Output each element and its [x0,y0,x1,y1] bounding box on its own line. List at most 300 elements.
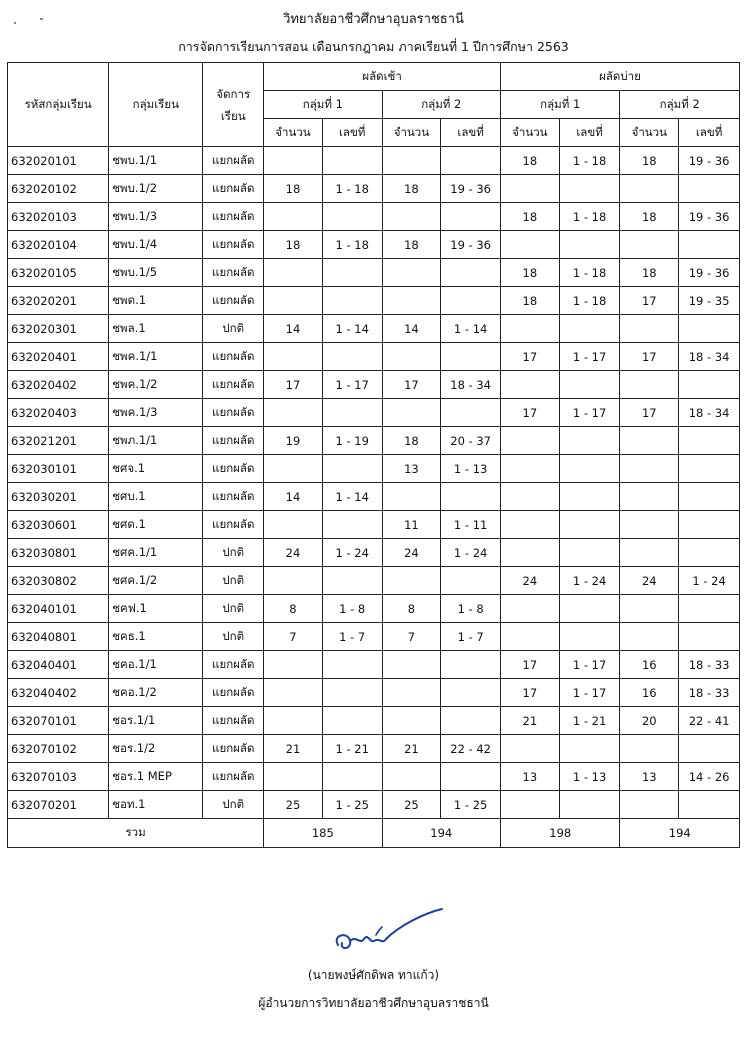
header-arrangement: จัดการ เรียน [203,63,264,147]
afternoon-g1-numbers-cell: 1 - 13 [559,763,620,791]
morning-g1-numbers-cell [322,511,382,539]
afternoon-g2-count-cell [620,175,679,203]
morning-g1-numbers-cell: 1 - 18 [322,175,382,203]
arrangement-cell: แยกผลัด [203,147,264,175]
header-afternoon-group2: กลุ่มที่ 2 [620,91,740,119]
afternoon-g2-numbers-cell: 18 - 34 [679,399,740,427]
afternoon-g1-count-cell: 24 [501,567,560,595]
group-name-cell: ชพบ.1/4 [109,231,203,259]
morning-g1-numbers-cell [322,763,382,791]
afternoon-g1-count-cell: 17 [501,651,560,679]
header-morning-group1: กลุ่มที่ 1 [264,91,382,119]
morning-g1-numbers-cell: 1 - 18 [322,231,382,259]
afternoon-g1-count-cell [501,175,560,203]
group-code-cell: 632030801 [8,539,109,567]
group-code-cell: 632020402 [8,371,109,399]
morning-g2-numbers-cell [441,679,501,707]
group-name-cell: ชคธ.1 [109,623,203,651]
afternoon-g2-count-cell [620,371,679,399]
morning-g2-count-cell: 18 [382,175,441,203]
arrangement-cell: แยกผลัด [203,763,264,791]
morning-g2-numbers-cell [441,203,501,231]
morning-g1-count-cell: 17 [264,371,323,399]
arrangement-cell: แยกผลัด [203,259,264,287]
afternoon-g1-count-cell [501,791,560,819]
morning-g1-count-cell [264,399,323,427]
total-morning-group1: 185 [264,819,382,848]
afternoon-g2-count-cell: 17 [620,287,679,315]
morning-g1-count-cell: 24 [264,539,323,567]
afternoon-g1-count-cell [501,735,560,763]
group-code-cell: 632030601 [8,511,109,539]
afternoon-g1-numbers-cell [559,455,620,483]
afternoon-g2-numbers-cell: 19 - 36 [679,259,740,287]
header-count: จำนวน [382,119,441,147]
arrangement-cell: แยกผลัด [203,175,264,203]
afternoon-g2-numbers-cell [679,539,740,567]
afternoon-g1-numbers-cell [559,427,620,455]
morning-g1-count-cell [264,287,323,315]
morning-g2-numbers-cell: 1 - 7 [441,623,501,651]
group-code-cell: 632040402 [8,679,109,707]
afternoon-g2-numbers-cell [679,483,740,511]
afternoon-g2-count-cell [620,791,679,819]
afternoon-g1-numbers-cell [559,175,620,203]
morning-g1-numbers-cell: 1 - 14 [322,483,382,511]
morning-g2-numbers-cell [441,287,501,315]
morning-g2-count-cell: 21 [382,735,441,763]
table-row [8,455,740,483]
afternoon-g2-numbers-cell [679,427,740,455]
afternoon-g2-count-cell [620,315,679,343]
morning-g2-count-cell: 17 [382,371,441,399]
table-row [8,287,740,315]
afternoon-g2-numbers-cell: 19 - 35 [679,287,740,315]
afternoon-g2-count-cell: 18 [620,147,679,175]
afternoon-g1-count-cell [501,427,560,455]
afternoon-g1-numbers-cell [559,483,620,511]
morning-g1-count-cell: 25 [264,791,323,819]
morning-g2-numbers-cell: 19 - 36 [441,231,501,259]
group-code-cell: 632020103 [8,203,109,231]
morning-g2-numbers-cell: 19 - 36 [441,175,501,203]
table-row [8,511,740,539]
header-group: กลุ่มเรียน [109,63,203,147]
group-name-cell: ชอร.1 MEP [109,763,203,791]
group-code-cell: 632030802 [8,567,109,595]
afternoon-g1-numbers-cell [559,315,620,343]
afternoon-g1-numbers-cell: 1 - 24 [559,567,620,595]
header-morning-shift: ผลัดเช้า [264,63,501,91]
afternoon-g2-numbers-cell [679,595,740,623]
group-code-cell: 632070101 [8,707,109,735]
arrangement-cell: แยกผลัด [203,399,264,427]
afternoon-g1-numbers-cell: 1 - 18 [559,147,620,175]
afternoon-g2-numbers-cell: 14 - 26 [679,763,740,791]
morning-g2-count-cell: 7 [382,623,441,651]
morning-g1-count-cell [264,343,323,371]
group-name-cell: ชพค.1/1 [109,343,203,371]
group-code-cell: 632040801 [8,623,109,651]
afternoon-g2-count-cell: 18 [620,259,679,287]
header-count: จำนวน [264,119,323,147]
morning-g2-count-cell [382,679,441,707]
arrangement-cell: แยกผลัด [203,287,264,315]
group-name-cell: ชศค.1/1 [109,539,203,567]
morning-g1-numbers-cell [322,651,382,679]
morning-g2-count-cell [382,651,441,679]
table-row [8,763,740,791]
table-row [8,567,740,595]
morning-g1-numbers-cell: 1 - 7 [322,623,382,651]
header-count: จำนวน [501,119,560,147]
afternoon-g2-numbers-cell: 22 - 41 [679,707,740,735]
afternoon-g2-count-cell: 24 [620,567,679,595]
afternoon-g1-count-cell [501,455,560,483]
morning-g1-count-cell [264,707,323,735]
afternoon-g1-numbers-cell: 1 - 17 [559,679,620,707]
morning-g2-numbers-cell [441,567,501,595]
morning-g1-numbers-cell [322,287,382,315]
afternoon-g1-numbers-cell: 1 - 17 [559,343,620,371]
group-name-cell: ชพบ.1/5 [109,259,203,287]
afternoon-g1-numbers-cell: 1 - 21 [559,707,620,735]
afternoon-g2-count-cell: 13 [620,763,679,791]
group-name-cell: ชคฟ.1 [109,595,203,623]
afternoon-g2-count-cell: 17 [620,343,679,371]
group-name-cell: ชคอ.1/1 [109,651,203,679]
morning-g2-count-cell: 18 [382,231,441,259]
afternoon-g1-count-cell [501,315,560,343]
morning-g1-numbers-cell [322,259,382,287]
morning-g1-count-cell: 7 [264,623,323,651]
morning-g2-count-cell: 13 [382,455,441,483]
total-afternoon-group1: 198 [501,819,620,848]
morning-g1-count-cell: 14 [264,483,323,511]
afternoon-g2-count-cell [620,735,679,763]
morning-g1-numbers-cell [322,567,382,595]
afternoon-g1-count-cell: 13 [501,763,560,791]
table-row [8,343,740,371]
morning-g2-count-cell [382,483,441,511]
group-name-cell: ชศด.1 [109,511,203,539]
total-morning-group2: 194 [382,819,500,848]
table-row [8,735,740,763]
morning-g1-numbers-cell: 1 - 21 [322,735,382,763]
morning-g2-numbers-cell: 1 - 8 [441,595,501,623]
group-code-cell: 632021201 [8,427,109,455]
table-row [8,259,740,287]
afternoon-g2-count-cell: 16 [620,679,679,707]
morning-g2-count-cell [382,343,441,371]
morning-g1-numbers-cell [322,679,382,707]
group-code-cell: 632040101 [8,595,109,623]
group-name-cell: ชพภ.1/1 [109,427,203,455]
morning-g2-numbers-cell [441,707,501,735]
morning-g2-count-cell [382,763,441,791]
group-name-cell: ชพด.1 [109,287,203,315]
group-code-cell: 632030101 [8,455,109,483]
group-name-cell: ชอร.1/2 [109,735,203,763]
morning-g2-numbers-cell [441,259,501,287]
afternoon-g2-numbers-cell [679,791,740,819]
header-numbers: เลขที่ [559,119,620,147]
morning-g1-numbers-cell [322,399,382,427]
afternoon-g1-count-cell: 18 [501,259,560,287]
afternoon-g1-numbers-cell: 1 - 17 [559,651,620,679]
group-code-cell: 632070103 [8,763,109,791]
morning-g2-numbers-cell [441,763,501,791]
afternoon-g2-numbers-cell: 19 - 36 [679,203,740,231]
header-numbers: เลขที่ [679,119,740,147]
afternoon-g1-count-cell: 17 [501,399,560,427]
header-morning-group2: กลุ่มที่ 2 [382,91,500,119]
arrangement-cell: ปกติ [203,791,264,819]
total-label: รวม [8,819,264,848]
afternoon-g2-count-cell: 16 [620,651,679,679]
arrangement-cell: ปกติ [203,539,264,567]
arrangement-cell: แยกผลัด [203,483,264,511]
morning-g2-count-cell: 11 [382,511,441,539]
group-name-cell: ชพบ.1/3 [109,203,203,231]
table-row [8,679,740,707]
table-row [8,791,740,819]
afternoon-g1-numbers-cell [559,511,620,539]
table-row [8,595,740,623]
morning-g1-count-cell [264,651,323,679]
afternoon-g1-count-cell [501,371,560,399]
table-body [8,147,740,819]
document-subtitle: การจัดการเรียนการสอน เดือนกรกฎาคม ภาคเรียนที่ 1 ปีการศึกษา 2563 [178,39,569,54]
table-row [8,231,740,259]
morning-g1-count-cell: 21 [264,735,323,763]
morning-g2-numbers-cell [441,147,501,175]
arrangement-cell: แยกผลัด [203,679,264,707]
morning-g2-count-cell: 14 [382,315,441,343]
group-code-cell: 632030201 [8,483,109,511]
afternoon-g2-numbers-cell [679,371,740,399]
morning-g2-count-cell [382,287,441,315]
morning-g1-numbers-cell: 1 - 8 [322,595,382,623]
morning-g1-numbers-cell: 1 - 17 [322,371,382,399]
table-row [8,651,740,679]
group-code-cell: 632070201 [8,791,109,819]
afternoon-g1-numbers-cell [559,791,620,819]
group-code-cell: 632020201 [8,287,109,315]
arrangement-cell: ปกติ [203,315,264,343]
afternoon-g2-count-cell [620,539,679,567]
afternoon-g1-numbers-cell [559,539,620,567]
morning-g2-count-cell [382,399,441,427]
header-code: รหัสกลุ่มเรียน [8,63,109,147]
morning-g2-numbers-cell: 1 - 24 [441,539,501,567]
morning-g1-numbers-cell [322,147,382,175]
afternoon-g2-numbers-cell [679,455,740,483]
group-name-cell: ชพบ.1/1 [109,147,203,175]
arrangement-cell: ปกติ [203,623,264,651]
afternoon-g1-count-cell [501,483,560,511]
morning-g1-count-cell: 18 [264,231,323,259]
total-row [8,819,740,848]
morning-g1-count-cell: 19 [264,427,323,455]
afternoon-g1-numbers-cell: 1 - 18 [559,259,620,287]
morning-g1-count-cell [264,511,323,539]
morning-g2-numbers-cell [441,483,501,511]
afternoon-g1-count-cell [501,231,560,259]
afternoon-g1-numbers-cell [559,595,620,623]
group-code-cell: 632020104 [8,231,109,259]
morning-g2-numbers-cell: 1 - 13 [441,455,501,483]
morning-g1-numbers-cell: 1 - 25 [322,791,382,819]
group-name-cell: ชพบ.1/2 [109,175,203,203]
morning-g1-numbers-cell: 1 - 19 [322,427,382,455]
afternoon-g2-count-cell [620,427,679,455]
table-row [8,539,740,567]
arrangement-cell: แยกผลัด [203,511,264,539]
table-row [8,147,740,175]
group-code-cell: 632070102 [8,735,109,763]
morning-g2-count-cell [382,707,441,735]
arrangement-cell: แยกผลัด [203,231,264,259]
morning-g1-numbers-cell: 1 - 14 [322,315,382,343]
afternoon-g1-numbers-cell: 1 - 18 [559,203,620,231]
afternoon-g2-count-cell [620,623,679,651]
morning-g2-numbers-cell: 1 - 25 [441,791,501,819]
group-name-cell: ชพล.1 [109,315,203,343]
group-name-cell: ชคอ.1/2 [109,679,203,707]
group-code-cell: 632020401 [8,343,109,371]
afternoon-g1-count-cell: 18 [501,147,560,175]
arrangement-cell: แยกผลัด [203,707,264,735]
afternoon-g2-numbers-cell [679,623,740,651]
table-row [8,175,740,203]
arrangement-cell: แยกผลัด [203,427,264,455]
group-name-cell: ชศจ.1 [109,455,203,483]
afternoon-g2-numbers-cell: 18 - 33 [679,679,740,707]
signer-name: (นายพงษ์ศักดิพล ทาแก้ว) [307,968,440,982]
afternoon-g1-count-cell [501,623,560,651]
afternoon-g1-count-cell: 18 [501,203,560,231]
morning-g1-numbers-cell [322,343,382,371]
afternoon-g2-count-cell [620,511,679,539]
afternoon-g1-numbers-cell [559,371,620,399]
morning-g2-count-cell: 8 [382,595,441,623]
table-row [8,623,740,651]
afternoon-g1-numbers-cell [559,623,620,651]
table-row [8,315,740,343]
group-code-cell: 632020105 [8,259,109,287]
group-name-cell: ชพค.1/3 [109,399,203,427]
afternoon-g1-numbers-cell: 1 - 17 [559,399,620,427]
arrangement-cell: แยกผลัด [203,735,264,763]
afternoon-g1-count-cell: 18 [501,287,560,315]
morning-g2-numbers-cell: 1 - 11 [441,511,501,539]
morning-g1-count-cell [264,679,323,707]
header-afternoon-shift: ผลัดบ่าย [501,63,740,91]
morning-g1-count-cell [264,203,323,231]
table-row [8,483,740,511]
arrangement-cell: แยกผลัด [203,343,264,371]
morning-g1-count-cell [264,567,323,595]
afternoon-g1-count-cell [501,539,560,567]
group-name-cell: ชศบ.1 [109,483,203,511]
morning-g1-count-cell: 18 [264,175,323,203]
arrangement-cell: แยกผลัด [203,455,264,483]
morning-g2-numbers-cell: 22 - 42 [441,735,501,763]
group-name-cell: ชพค.1/2 [109,371,203,399]
total-afternoon-group2: 194 [620,819,740,848]
afternoon-g2-count-cell: 18 [620,203,679,231]
afternoon-g2-numbers-cell: 18 - 34 [679,343,740,371]
morning-g2-numbers-cell [441,399,501,427]
afternoon-g1-count-cell: 17 [501,679,560,707]
afternoon-g1-count-cell: 21 [501,707,560,735]
signer-title: ผู้อำนวยการวิทยาลัยอาชีวศึกษาอุบลราชธานี [258,996,489,1010]
morning-g2-numbers-cell: 20 - 37 [441,427,501,455]
schedule-table [7,62,740,848]
group-code-cell: 632020102 [8,175,109,203]
table-row [8,707,740,735]
afternoon-g2-numbers-cell: 1 - 24 [679,567,740,595]
morning-g2-count-cell [382,147,441,175]
morning-g1-count-cell [264,455,323,483]
header-numbers: เลขที่ [441,119,501,147]
afternoon-g2-numbers-cell: 19 - 36 [679,147,740,175]
signature-image [330,905,450,960]
group-code-cell: 632020403 [8,399,109,427]
morning-g1-count-cell [264,763,323,791]
afternoon-g2-numbers-cell [679,735,740,763]
group-code-cell: 632020101 [8,147,109,175]
table-row [8,399,740,427]
afternoon-g2-numbers-cell [679,231,740,259]
morning-g2-numbers-cell [441,343,501,371]
morning-g1-count-cell: 8 [264,595,323,623]
afternoon-g2-count-cell: 20 [620,707,679,735]
table-row [8,371,740,399]
afternoon-g1-numbers-cell: 1 - 18 [559,287,620,315]
group-name-cell: ชอร.1/1 [109,707,203,735]
afternoon-g2-count-cell [620,595,679,623]
group-name-cell: ชอท.1 [109,791,203,819]
afternoon-g2-numbers-cell [679,315,740,343]
afternoon-g1-count-cell [501,595,560,623]
morning-g1-count-cell [264,259,323,287]
morning-g2-count-cell: 25 [382,791,441,819]
morning-g2-count-cell: 18 [382,427,441,455]
morning-g1-count-cell: 14 [264,315,323,343]
document-title: วิทยาลัยอาชีวศึกษาอุบลราชธานี [283,12,464,27]
morning-g2-count-cell [382,203,441,231]
morning-g1-numbers-cell [322,455,382,483]
morning-g2-numbers-cell: 18 - 34 [441,371,501,399]
afternoon-g1-count-cell: 17 [501,343,560,371]
afternoon-g2-numbers-cell: 18 - 33 [679,651,740,679]
table-row [8,427,740,455]
morning-g2-count-cell: 24 [382,539,441,567]
afternoon-g1-count-cell [501,511,560,539]
afternoon-g1-numbers-cell [559,735,620,763]
arrangement-cell: แยกผลัด [203,371,264,399]
afternoon-g1-numbers-cell [559,231,620,259]
header-afternoon-group1: กลุ่มที่ 1 [501,91,620,119]
afternoon-g2-count-cell [620,455,679,483]
arrangement-cell: ปกติ [203,567,264,595]
morning-g1-numbers-cell: 1 - 24 [322,539,382,567]
arrangement-cell: แยกผลัด [203,651,264,679]
arrangement-cell: ปกติ [203,595,264,623]
group-name-cell: ชศค.1/2 [109,567,203,595]
